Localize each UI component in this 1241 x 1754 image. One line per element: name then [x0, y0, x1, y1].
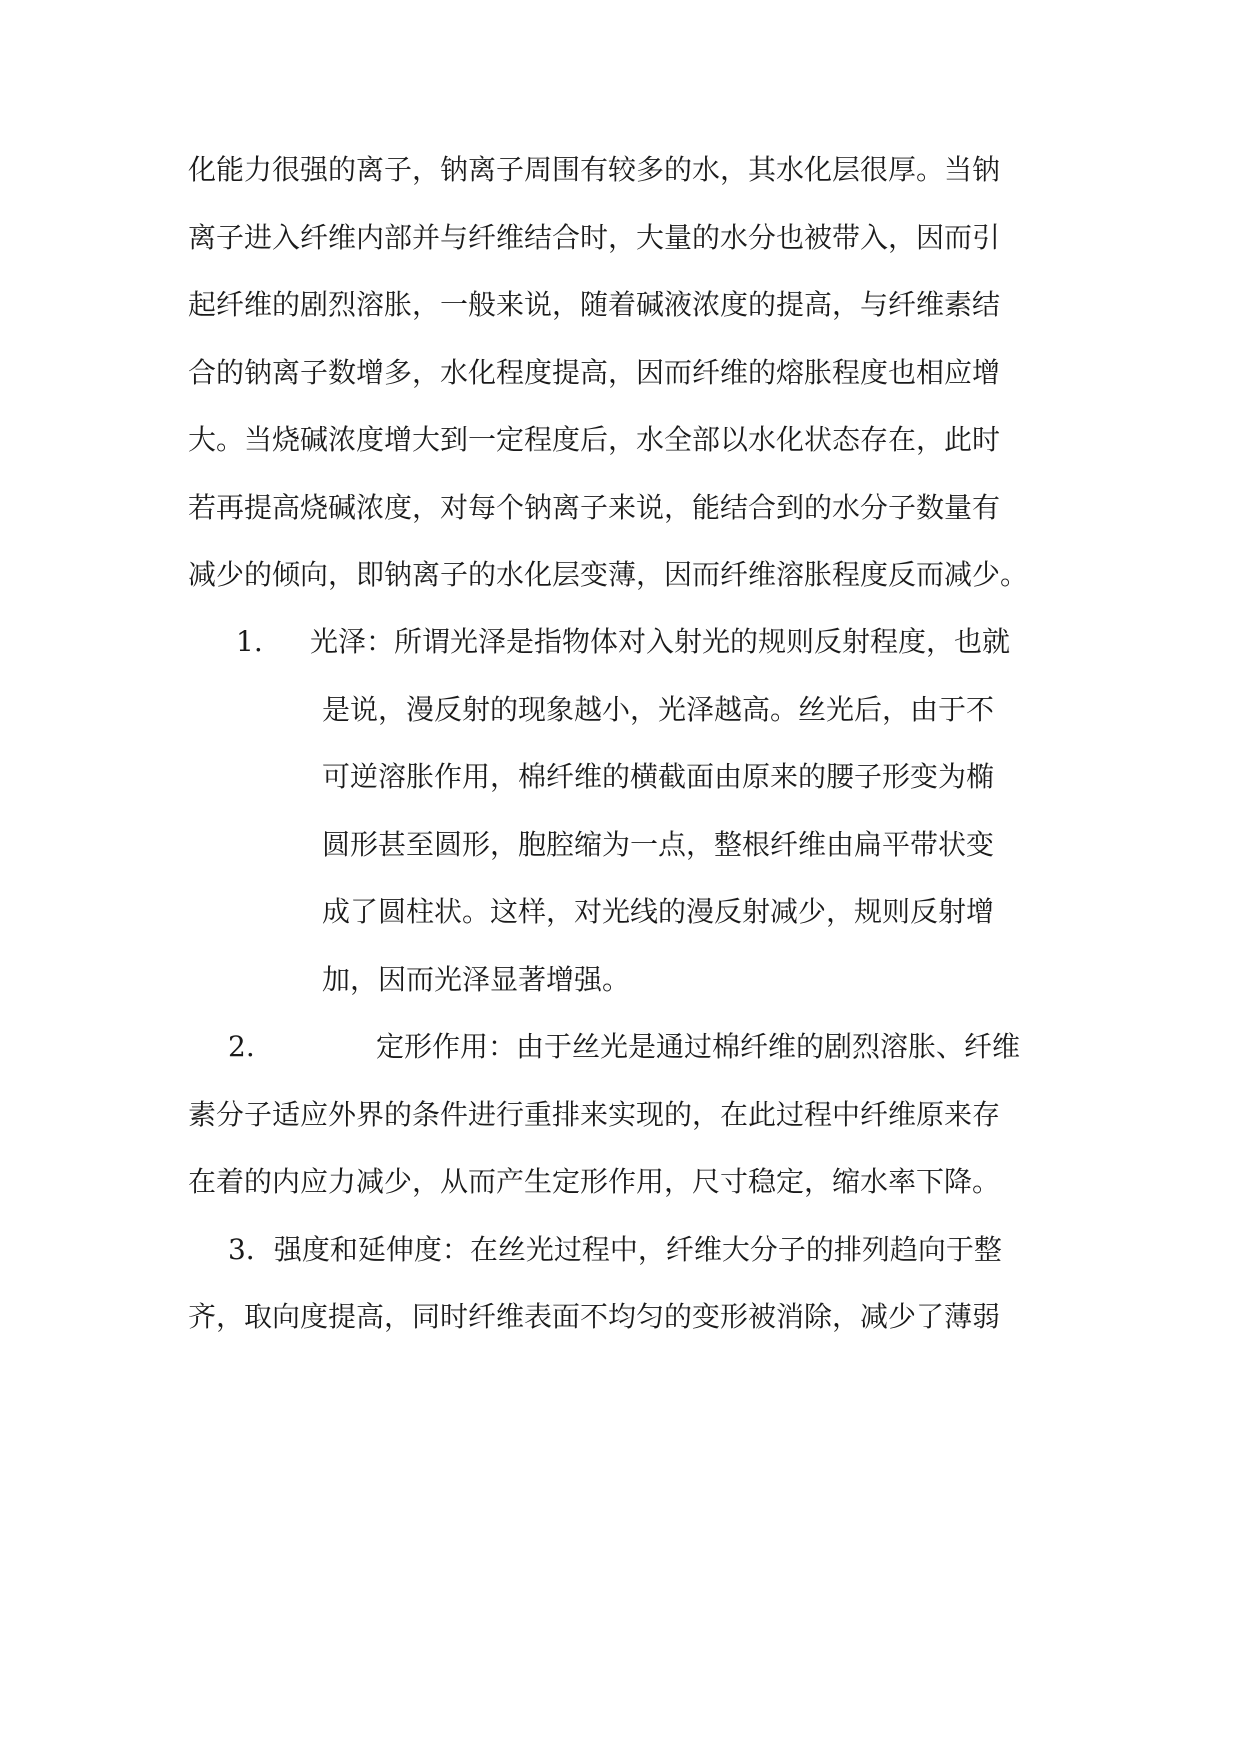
paragraph-line: 素分子适应外界的条件进行重排来实现的，在此过程中纤维原来存: [188, 1098, 1001, 1131]
paragraph-line: 合的钠离子数增多，水化程度提高，因而纤维的熔胀程度也相应增: [188, 356, 1001, 389]
paragraph-line: 大。当烧碱浓度增大到一定程度后，水全部以水化状态存在，此时: [188, 423, 1001, 456]
paragraph-line: 起纤维的剧烈溶胀，一般来说，随着碱液浓度的提高，与纤维素结: [188, 288, 1001, 321]
list-item-line: 加，因而光泽显著增强。: [322, 963, 631, 996]
list-item-text: 光泽：所谓光泽是指物体对入射光的规则反射程度，也就: [310, 625, 1011, 658]
paragraph-line: 齐，取向度提高，同时纤维表面不均匀的变形被消除，减少了薄弱: [188, 1300, 1001, 1333]
list-item-text: 3．强度和延伸度：在丝光过程中，纤维大分子的排列趋向于整: [228, 1233, 1002, 1266]
list-item-line: 是说，漫反射的现象越小，光泽越高。丝光后，由于不: [322, 693, 995, 726]
paragraph-line: 化能力很强的离子，钠离子周围有较多的水，其水化层很厚。当钠: [188, 153, 1001, 186]
paragraph-line: 若再提高烧碱浓度，对每个钠离子来说，能结合到的水分子数量有: [188, 491, 1001, 524]
list-item-line: 成了圆柱状。这样，对光线的漫反射减少，规则反射增: [322, 895, 995, 928]
list-item-number: 1.: [236, 625, 263, 658]
list-item-text: 定形作用：由于丝光是通过棉纤维的剧烈溶胀、纤维: [376, 1030, 1021, 1063]
list-item-line: 圆形甚至圆形，胞腔缩为一点，整根纤维由扁平带状变: [322, 828, 995, 861]
list-item-line: 可逆溶胀作用，棉纤维的横截面由原来的腰子形变为椭: [322, 760, 995, 793]
paragraph-line: 离子进入纤维内部并与纤维结合时，大量的水分也被带入，因而引: [188, 221, 1001, 254]
paragraph-line: 减少的倾向，即钠离子的水化层变薄，因而纤维溶胀程度反而减少。: [188, 558, 1029, 591]
paragraph-line: 在着的内应力减少，从而产生定形作用，尺寸稳定，缩水率下降。: [188, 1165, 1001, 1198]
list-item-number: 2.: [228, 1030, 255, 1063]
